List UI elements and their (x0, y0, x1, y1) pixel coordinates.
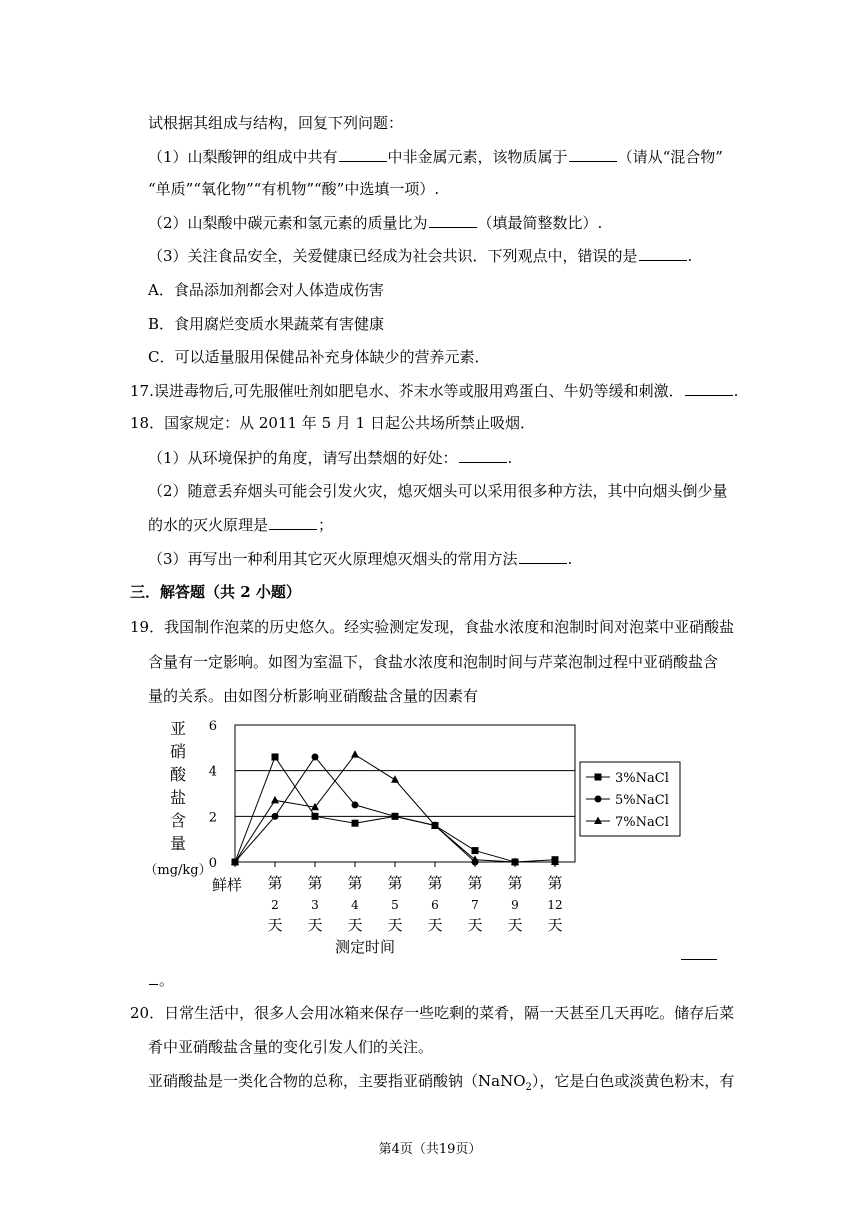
marker-circle (312, 753, 319, 760)
chart-series (231, 750, 559, 865)
x-tick-label-num: 6 (431, 898, 439, 912)
x-axis-label: 测定时间 (334, 938, 396, 956)
q18-part1 (148, 447, 512, 468)
series-line (235, 757, 555, 862)
q19-line3: 量的关系。由如图分析影响亚硝酸盐含量的因素有 (148, 687, 479, 705)
q16-part1 (148, 146, 723, 167)
q18-part3-end: . (567, 550, 573, 568)
marker-square (352, 820, 359, 827)
q20-subscript: 2 (525, 1082, 532, 1093)
x-tick-label-bottom: 天 (507, 916, 523, 934)
option-c: C．可以适量服用保健品补充身体缺少的营养元素． (148, 348, 490, 366)
marker-circle (272, 813, 279, 820)
series-triangle (231, 750, 559, 865)
q19-line2: 含量有一定影响。如图为室温下，食盐水浓度和泡制时间与芹菜泡制过程中亚硝酸盐含 (148, 653, 719, 671)
y-axis-label-char: 量 (169, 834, 187, 853)
q20-line3-text-a: 亚硝酸盐是一类化合物的总称，主要指亚硝酸钠（NaNO (148, 1072, 526, 1090)
y-tick-label: 2 (208, 810, 217, 826)
legend-label: 5%NaCl (615, 793, 669, 808)
x-tick-label-bottom: 天 (547, 916, 563, 934)
marker-circle (352, 801, 359, 808)
x-tick-label-num: 9 (511, 898, 519, 912)
marker-triangle (391, 775, 399, 783)
x-tick-label-top: 第 (507, 874, 523, 892)
marker-square (595, 774, 602, 781)
y-axis-label-char: 含 (169, 811, 187, 830)
q17 (130, 380, 738, 401)
nitrite-chart (144, 712, 690, 962)
x-tick-label-num: 4 (351, 898, 359, 912)
q18-part2: （2）随意丢弃烟头可能会引发火灾，熄灭烟头可以采用很多种方法，其中向烟头倒少量 (148, 482, 728, 500)
q16-part3 (148, 245, 692, 266)
q18-part2-text: 的水的灭火原理是 (148, 516, 269, 534)
answer-blank[interactable] (459, 447, 507, 463)
answer-blank[interactable] (639, 245, 687, 261)
q16-part1-text-a: （1）山梨酸钾的组成中共有 (148, 148, 338, 166)
marker-circle (392, 813, 399, 820)
x-tick-label-bottom: 天 (427, 916, 443, 934)
answer-blank-tail[interactable] (149, 969, 158, 985)
answer-blank[interactable] (681, 944, 717, 960)
answer-blank[interactable] (519, 548, 567, 564)
x-tick-label-top: 第 (467, 874, 483, 892)
y-axis-label-char: 盐 (169, 788, 187, 807)
q18-part1-end: . (507, 449, 513, 467)
q17-end: . (733, 382, 739, 400)
q18-part2-end: ； (318, 516, 334, 534)
page-footer: 第4页（共19页） (378, 1142, 482, 1157)
x-tick-label-num: 2 (271, 898, 279, 912)
legend-label: 7%NaCl (615, 815, 669, 830)
chart-grid (235, 725, 575, 862)
legend-label: 3%NaCl (615, 771, 669, 786)
answer-blank[interactable] (269, 514, 317, 530)
q18-part1-text: （1）从环境保护的角度，请写出禁烟的好处： (148, 449, 458, 467)
q20-line2: 肴中亚硝酸盐含量的变化引发人们的关注。 (148, 1038, 434, 1056)
q19-line1: 19．我国制作泡菜的历史悠久。经实验测定发现，食盐水浓度和泡制时间对泡菜中亚硝酸盐 (130, 618, 735, 636)
q19-end (148, 969, 174, 990)
q18-part2-cont (148, 514, 333, 535)
q17-text: 17.误进毒物后,可先服催吐剂如肥皂水、芥末水等或服用鸡蛋白、牛奶等缓和刺激． (130, 382, 684, 400)
plot-frame (235, 725, 575, 862)
x-tick-label-num: 3 (311, 898, 319, 912)
x-tick-label: 鲜样 (211, 876, 243, 894)
q16-part3-text-a: （3）关注食品安全，关爱健康已经成为社会共识．下列观点中，错误的是 (148, 247, 638, 265)
q16-part2-text-a: （2）山梨酸中碳元素和氢元素的质量比为 (148, 214, 428, 232)
q18: 18．国家规定：从 2011 年 5 月 1 日起公共场所禁止吸烟． (130, 414, 535, 432)
marker-square (272, 753, 279, 760)
q18-part3-text: （3）再写出一种利用其它灭火原理熄灭烟头的常用方法 (148, 550, 518, 568)
answer-blank[interactable] (339, 146, 387, 162)
answer-blank[interactable] (569, 146, 617, 162)
marker-square (312, 813, 319, 820)
y-axis-label-char: 硝 (169, 742, 187, 761)
q16-part2 (148, 212, 602, 233)
x-tick-label-bottom: 天 (347, 916, 363, 934)
y-tick-label: 0 (208, 856, 217, 871)
y-tick-label: 6 (208, 719, 217, 734)
x-tick-label-top: 第 (427, 874, 443, 892)
x-tick-label-top: 第 (267, 874, 283, 892)
marker-square (472, 847, 479, 854)
q20-line3-text-b: ），它是白色或淡黄色粉末，有 (531, 1072, 735, 1090)
option-a: A．食品添加剂都会对人体造成伤害 (148, 281, 384, 299)
marker-triangle (351, 750, 359, 758)
answer-blank[interactable] (685, 380, 733, 396)
x-tick-label-top: 第 (547, 874, 563, 892)
option-b: B．食用腐烂变质水果蔬菜有害健康 (148, 315, 385, 333)
x-tick-label-bottom: 天 (387, 916, 403, 934)
q16-part3-text-b: . (687, 247, 693, 265)
marker-triangle (271, 796, 279, 804)
y-axis-label-char: 亚 (169, 719, 187, 738)
y-tick-label: 4 (208, 764, 217, 780)
x-tick-label-num: 5 (391, 898, 399, 912)
x-tick-label-top: 第 (387, 874, 403, 892)
q18-part3 (148, 548, 572, 569)
q20-line1: 20．日常生活中，很多人会用冰箱来保存一些吃剩的菜肴，隔一天甚至几天再吃。储存后菜 (130, 1004, 735, 1022)
intro-text: 试根据其组成与结构，回复下列问题： (148, 114, 404, 132)
y-axis-label-char: 酸 (169, 765, 187, 784)
section-heading: 三．解答题（共 2 小题） (130, 583, 301, 601)
x-tick-label-bottom: 天 (267, 916, 283, 934)
x-tick-label-top: 第 (307, 874, 323, 892)
q16-part1-text-b: 中非金属元素，该物质属于 (387, 148, 568, 166)
x-tick-label-bottom: 天 (467, 916, 483, 934)
x-tick-label-bottom: 天 (307, 916, 323, 934)
answer-blank[interactable] (429, 212, 477, 228)
q20-line3 (148, 1071, 734, 1098)
marker-circle (595, 796, 602, 803)
q16-part2-text-b: （填最简整数比）. (477, 214, 603, 232)
q16-part1-cont: “单质”“氧化物”“有机物”“酸”中选填一项）. (148, 180, 440, 198)
x-tick-label-num: 7 (471, 898, 479, 912)
chart-legend (580, 762, 680, 836)
x-tick-label-num: 12 (547, 898, 563, 912)
q19-period: 。 (159, 971, 175, 989)
y-axis-unit: （mg/kg） (144, 863, 212, 878)
q16-part1-text-c: （请从“混合物” (617, 148, 723, 166)
x-tick-label-top: 第 (347, 874, 363, 892)
series-line (235, 757, 555, 862)
